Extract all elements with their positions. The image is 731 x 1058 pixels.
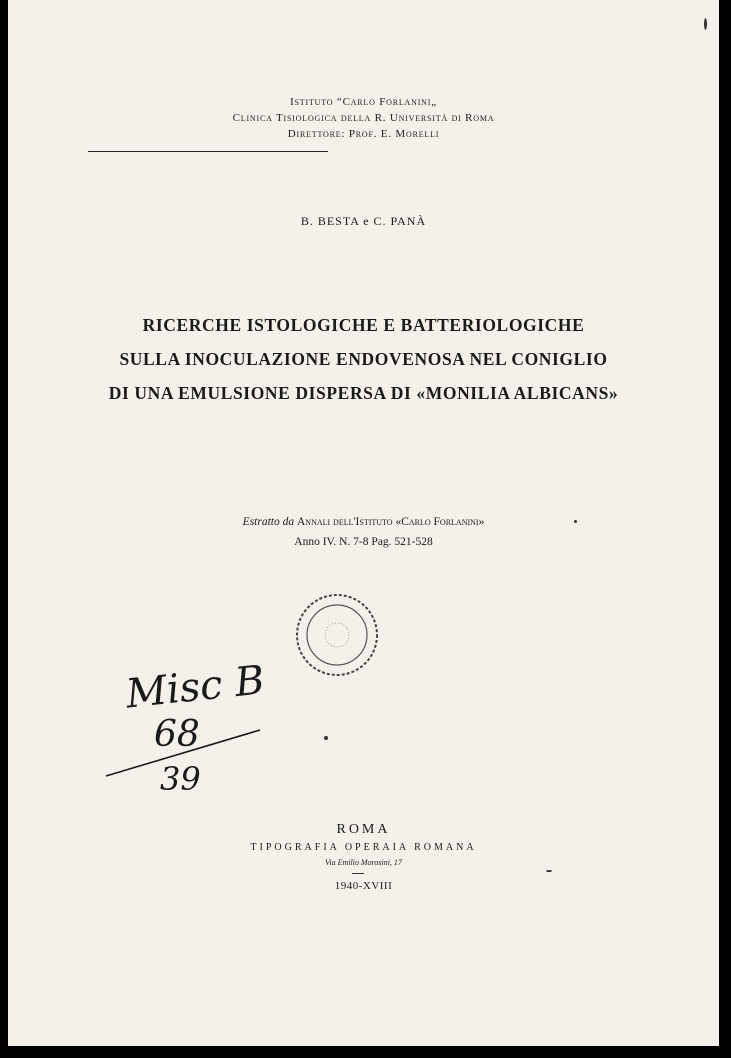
imprint-street: Via Emilio Morosini, 17 (325, 858, 402, 867)
handwritten-line-1: Misc B (123, 657, 267, 718)
library-stamp (292, 590, 382, 680)
ink-speck (704, 18, 707, 30)
ink-speck (324, 736, 328, 740)
imprint-year: 1940-XVIII (334, 880, 393, 892)
header-rule (88, 151, 328, 152)
ink-speck (574, 520, 577, 523)
extract-info (8, 512, 719, 552)
title-line-2: SULLA INOCULAZIONE ENDOVENOSA NEL CONIGLIO (119, 349, 608, 369)
imprint-city: ROMA (336, 822, 391, 837)
clinic-name: Clinica Tisiologica della R. Università di Roma (232, 112, 495, 124)
institute-name: Istituto “Carlo Forlanini„ (290, 96, 437, 108)
handwritten-line-3: 39 (160, 760, 201, 798)
extract-source (8, 512, 719, 532)
imprint-press: TIPOGRAFIA OPERAIA ROMANA (250, 842, 477, 853)
title-line-1: RICERCHE ISTOLOGICHE E BATTERIOLOGICHE (142, 315, 585, 335)
imprint-dash (352, 873, 364, 874)
paper-title (8, 308, 719, 410)
scan-border-bottom (0, 1046, 731, 1058)
scan-border-right (719, 0, 731, 1058)
document-page (8, 0, 719, 1046)
director-line: Direttore: Prof. E. Morelli (287, 128, 440, 140)
handwritten-line-2: 68 (154, 714, 200, 755)
extract-prefix: Estratto da (242, 516, 295, 528)
journal-name: Annali dell'Istituto «Carlo Forlanini» (296, 516, 485, 528)
ink-speck (546, 870, 552, 872)
handwritten-shelfmark (100, 650, 290, 800)
title-line-3: DI UNA EMULSIONE DISPERSA DI «MONILIA ALBICANS» (108, 383, 619, 403)
authors: B. BESTA e C. PANÀ (300, 214, 427, 228)
volume-info: Anno IV. N. 7-8 Pag. 521-528 (294, 536, 433, 548)
